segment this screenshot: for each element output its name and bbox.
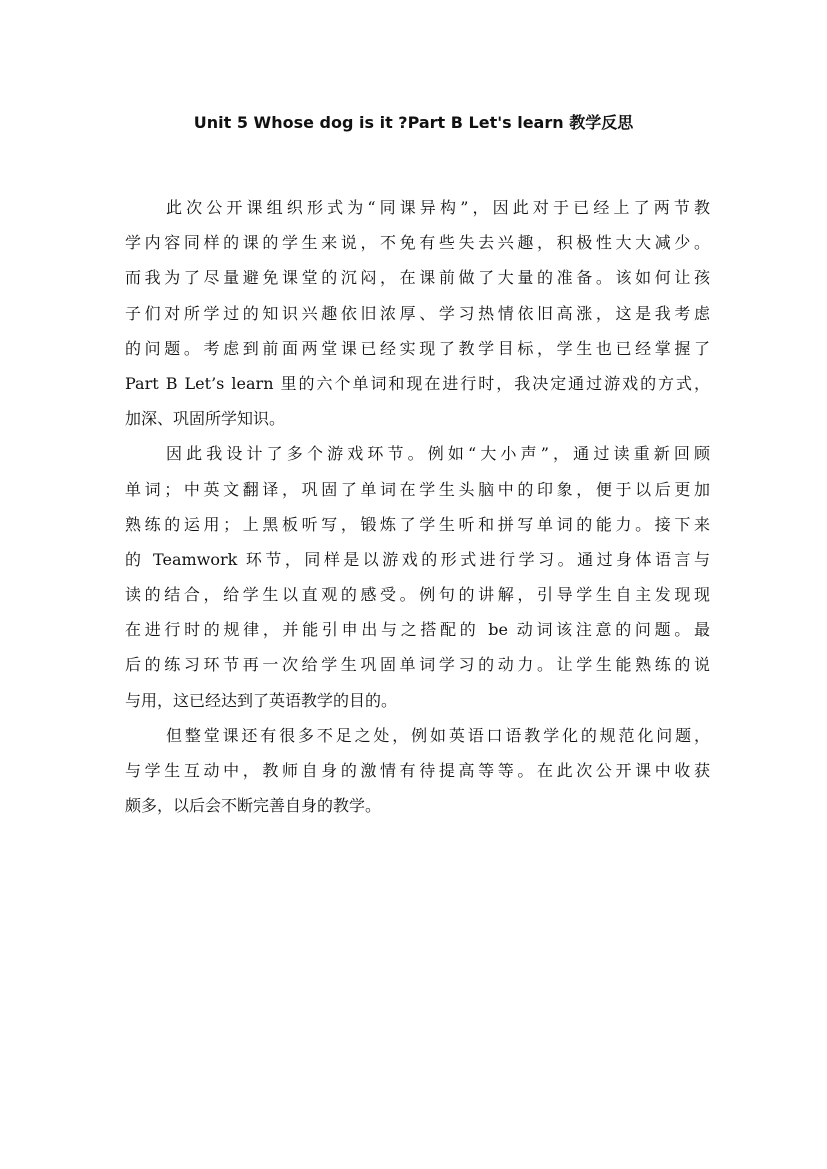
text-line: 但整堂课还有很多不足之处，例如英语口语教学化的规范化问题， bbox=[166, 725, 710, 745]
document-body bbox=[125, 196, 710, 829]
text-line: Part B Let’s learn 里的六个单词和现在进行时，我决定通过游戏的方式， bbox=[125, 373, 710, 393]
paragraph-3 bbox=[125, 724, 710, 830]
text-line: 与学生互动中，教师自身的激情有待提高等等。在此次公开课中收获 bbox=[125, 761, 710, 780]
text-line: 而我为了尽量避免课堂的沉闷，在课前做了大量的准备。该如何让孩 bbox=[125, 268, 710, 288]
text-line: 单词；中英文翻译，巩固了单词在学生头脑中的印象，便于以后更加 bbox=[125, 479, 710, 499]
text-line: 子们对所学过的知识兴趣依旧浓厚、学习热情依旧高涨，这是我考虑 bbox=[125, 303, 710, 323]
text-line: 颇多，以后会不断完善自身的教学。 bbox=[125, 796, 382, 816]
text-line: 学内容同样的课的学生来说，不免有些失去兴趣，积极性大大减少。 bbox=[125, 233, 710, 253]
text-line: 与用，这已经达到了英语教学的目的。 bbox=[125, 690, 398, 710]
paragraph-1 bbox=[125, 196, 710, 442]
text-line: 读的结合，给学生以直观的感受。例句的讲解，引导学生自主发现现 bbox=[125, 585, 710, 605]
text-line: 因此我设计了多个游戏环节。例如“大小声”，通过读重新回顾 bbox=[166, 444, 710, 464]
text-line: 的 Teamwork 环节，同样是以游戏的形式进行学习。通过身体语言与 bbox=[125, 549, 710, 569]
page-title: Unit 5 Whose dog is it ?Part B Let's learn 教学反思 bbox=[193, 113, 634, 132]
paragraph-2 bbox=[125, 442, 710, 724]
text-line: 加深、巩固所学知识。 bbox=[125, 409, 286, 429]
text-line: 后的练习环节再一次给学生巩固单词学习的动力。让学生能熟练的说 bbox=[125, 655, 710, 675]
text-line: 此次公开课组织形式为“同课异构”，因此对于已经上了两节教 bbox=[166, 198, 710, 217]
text-line: 在进行时的规律，并能引申出与之搭配的 be 动词该注意的问题。最 bbox=[125, 620, 710, 640]
text-line: 熟练的运用；上黑板听写，锻炼了学生听和拼写单词的能力。接下来 bbox=[125, 514, 710, 534]
text-line: 的问题。考虑到前面两堂课已经实现了教学目标，学生也已经掌握了 bbox=[125, 338, 710, 358]
